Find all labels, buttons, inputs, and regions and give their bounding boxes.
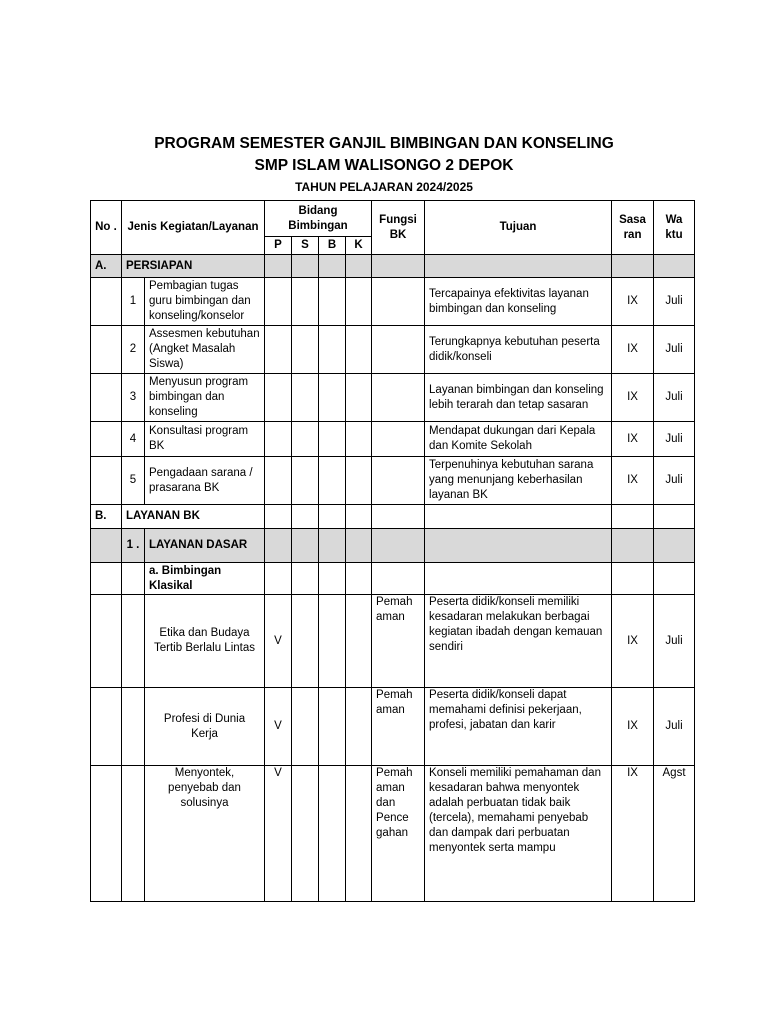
time-value: Juli — [654, 278, 695, 326]
academic-year: TAHUN PELAJARAN 2024/2025 — [295, 180, 473, 194]
header-s: S — [292, 237, 319, 255]
check-mark: V — [265, 766, 292, 902]
activity-name: Etika dan Budaya Tertib Berlalu Lintas — [145, 595, 265, 688]
table-row — [91, 766, 695, 902]
activity-name: Menyusun program bimbingan dan konseling — [145, 374, 265, 422]
header-tujuan: Tujuan — [425, 201, 612, 255]
target-class: IX — [612, 422, 654, 457]
section-code: B. — [91, 505, 122, 529]
table-row — [91, 278, 695, 326]
row-number: 3 — [122, 374, 145, 422]
program-table — [90, 200, 695, 902]
section-code: A. — [91, 255, 122, 278]
target-class: IX — [612, 595, 654, 688]
target-class: IX — [612, 278, 654, 326]
time-value: Juli — [654, 595, 695, 688]
time-value: Agst — [654, 766, 695, 902]
function-text: Pemah aman dan Pence gahan — [372, 766, 425, 902]
subsection-label: LAYANAN DASAR — [145, 529, 265, 563]
header-b: B — [319, 237, 346, 255]
table-row — [91, 422, 695, 457]
header-jenis: Jenis Kegiatan/Layanan — [122, 201, 265, 255]
table-row — [91, 326, 695, 374]
header-bidang: Bidang Bimbingan — [265, 201, 372, 237]
row-number: 2 — [122, 326, 145, 374]
activity-name: Profesi di Dunia Kerja — [145, 688, 265, 766]
time-value: Juli — [654, 457, 695, 505]
function-text: Pemah aman — [372, 688, 425, 766]
school-name: SMP ISLAM WALISONGO 2 DEPOK — [254, 157, 514, 174]
goal-text: Tercapainya efektivitas layanan bimbingan dan konseling — [425, 278, 612, 326]
goal-text: Konseli memiliki pemahaman dan kesadaran bahwa menyontek adalah perbuatan tidak baik (tercela), memahami penyebab dan dampak dari perbuatan menyontek serta mampu — [425, 766, 612, 902]
header-p: P — [265, 237, 292, 255]
header-fungsi: Fungsi BK — [372, 201, 425, 255]
row-number: 1 — [122, 278, 145, 326]
activity-name: Konsultasi program BK — [145, 422, 265, 457]
layanan-dasar-row — [91, 529, 695, 563]
goal-text: Terungkapnya kebutuhan peserta didik/konseli — [425, 326, 612, 374]
section-label: LAYANAN BK — [122, 505, 265, 529]
goal-text: Peserta didik/konseli memiliki kesadaran melakukan berbagai kegiatan ibadah dengan kemauan sendiri — [425, 595, 612, 688]
activity-name: Pembagian tugas guru bimbingan dan konseling/konselor — [145, 278, 265, 326]
section-b-row — [91, 505, 695, 529]
target-class: IX — [612, 326, 654, 374]
goal-text: Terpenuhinya kebutuhan sarana yang menunjang keberhasilan layanan BK — [425, 457, 612, 505]
target-class: IX — [612, 457, 654, 505]
table-row — [91, 374, 695, 422]
document-title: PROGRAM SEMESTER GANJIL BIMBINGAN DAN KONSELING — [154, 135, 614, 152]
time-value: Juli — [654, 374, 695, 422]
goal-text: Layanan bimbingan dan konseling lebih terarah dan tetap sasaran — [425, 374, 612, 422]
time-value: Juli — [654, 688, 695, 766]
section-a-row — [91, 255, 695, 278]
row-number: 4 — [122, 422, 145, 457]
subsection-label: a. Bimbingan Klasikal — [145, 563, 265, 595]
target-class: IX — [612, 688, 654, 766]
row-number: 5 — [122, 457, 145, 505]
table-row — [91, 457, 695, 505]
row-number: 1 . — [122, 529, 145, 563]
header-waktu: Wa ktu — [654, 201, 695, 255]
time-value: Juli — [654, 422, 695, 457]
goal-text: Mendapat dukungan dari Kepala dan Komite Sekolah — [425, 422, 612, 457]
target-class: IX — [612, 766, 654, 902]
table-row — [91, 595, 695, 688]
activity-name: Pengadaan sarana / prasarana BK — [145, 457, 265, 505]
check-mark: V — [265, 595, 292, 688]
table-row — [91, 688, 695, 766]
goal-text: Peserta didik/konseli dapat memahami definisi pekerjaan, profesi, jabatan dan karir — [425, 688, 612, 766]
time-value: Juli — [654, 326, 695, 374]
target-class: IX — [612, 374, 654, 422]
header-no: No . — [91, 201, 122, 255]
section-label: PERSIAPAN — [122, 255, 265, 278]
function-text: Pemah aman — [372, 595, 425, 688]
header-k: K — [346, 237, 372, 255]
activity-name: Menyontek, penyebab dan solusinya — [145, 766, 265, 902]
check-mark: V — [265, 688, 292, 766]
header-sasaran: Sasa ran — [612, 201, 654, 255]
activity-name: Assesmen kebutuhan (Angket Masalah Siswa) — [145, 326, 265, 374]
table-row — [91, 563, 695, 595]
